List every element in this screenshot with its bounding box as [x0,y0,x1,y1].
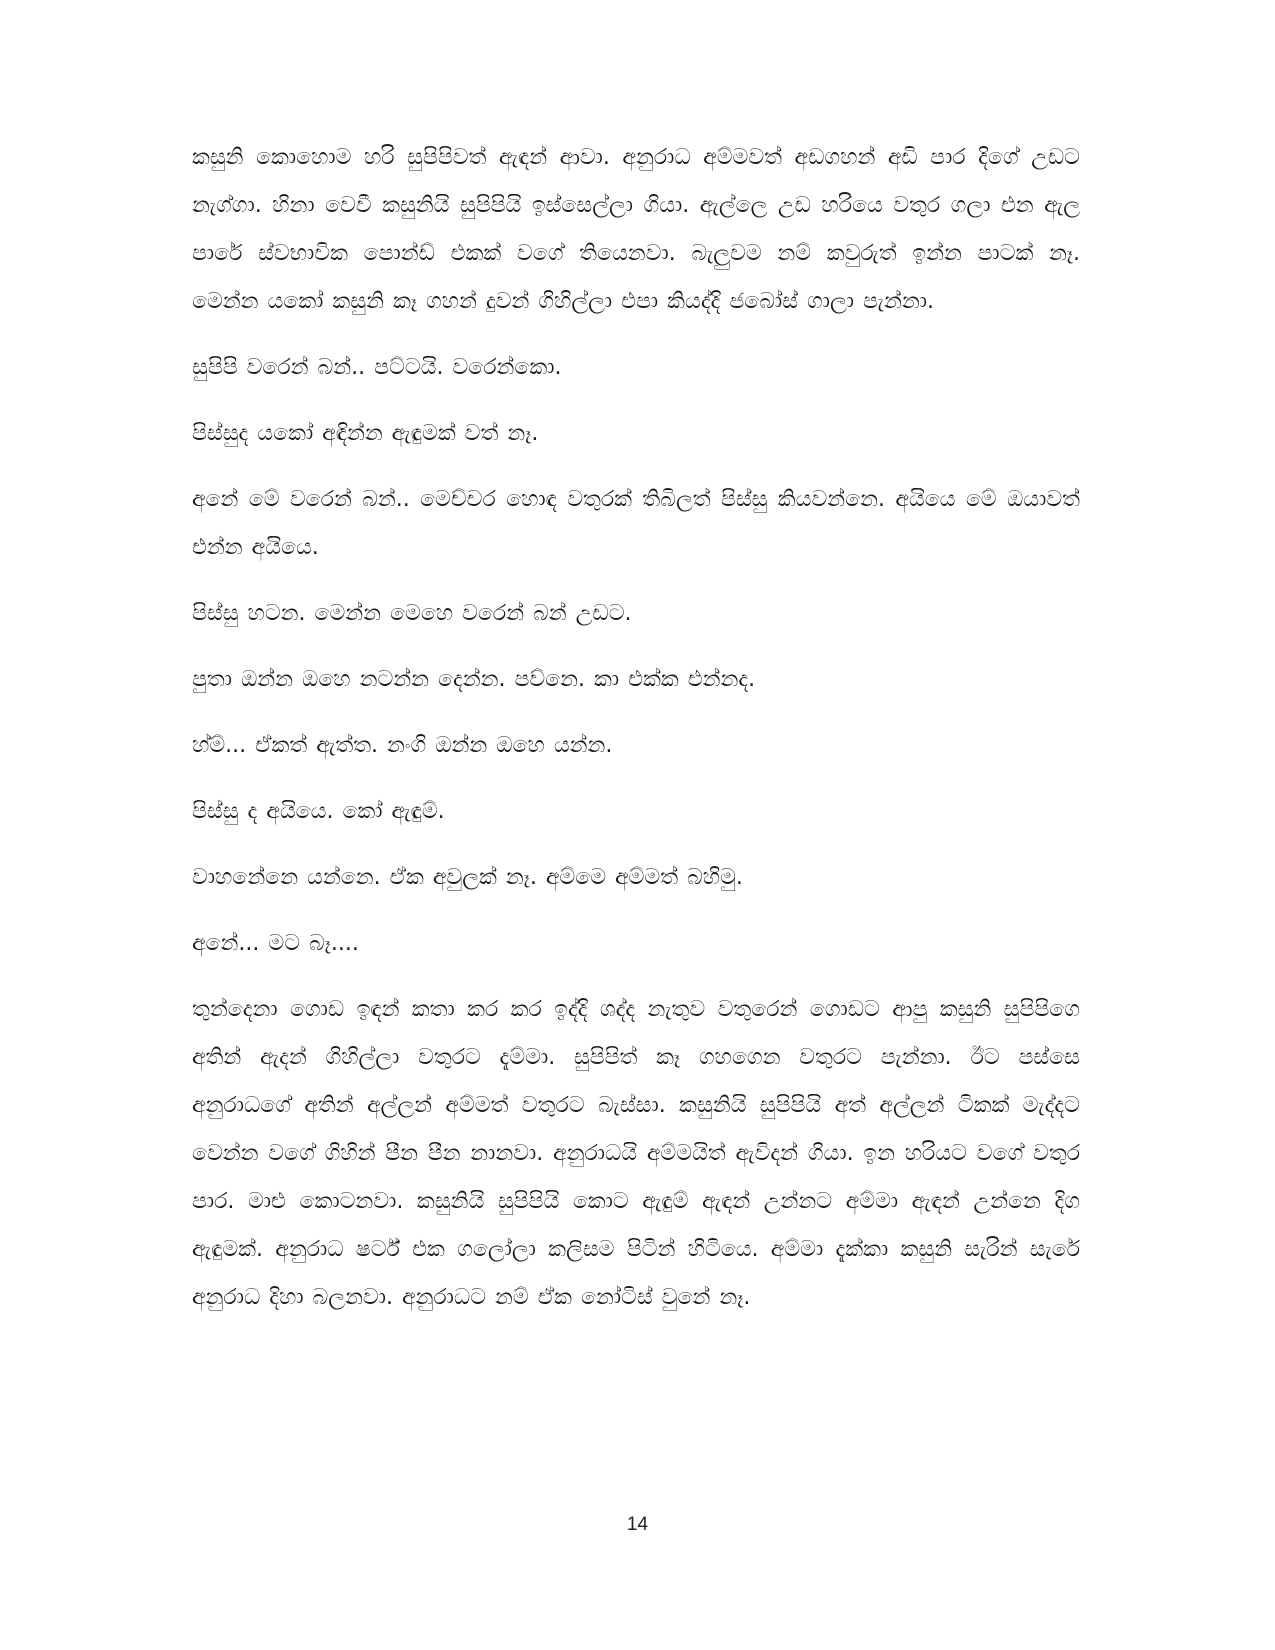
paragraph-7: හ්ම්... ඒකත් ඇත්ත. නංගි ඔන්න ඔහෙ යන්න. [192,733,613,758]
paragraph-8: පිස්සු ද අයියෙ. කෝ ඇඳුම්. [192,799,445,824]
paragraph-5: පිස්සු හටන. මෙන්න මෙහෙ වරෙන් බන් උඩට. [192,601,632,626]
page-number: 14 [626,1514,649,1535]
body-text [192,134,1080,1340]
paragraph-10: අනේ... මට බෑ.... [192,931,359,956]
paragraph-2: සුපිපි වරෙන් බන්.. පට්ටයි. වරෙන්කො. [192,355,562,380]
paragraph-11: තුන්දෙනා ගොඩ ඉඳන් කතා කර කර ඉද්දි ශද්ද නැතුව වතුරෙන් ගොඩට ආපු කසුනි සුපිපිගෙ අතින් ඇදන් ගිහිල්ලා වතුරට දැම්මා. සුපිපිත් කෑ ගහගෙන වතුරට පැන්නා. ඊට පස්සෙ අනුරාධගේ අතින් අල්ලන් අම්මත් වතුරට බැස්සා. කසුනියි සුපිපියි අත් අල්ලන් ටිකක් මැද්දට වෙන්න වගේ ගිහින් පීන පීන නානවා. අනුරාධයි අම්මයිත් ඇවිදන් ගියා. ඉන හරියට වගේ වතුර පාර. මාළු කොටනවා. කසුනියි සුපිපියි කොට ඇඳුම් ඇඳන් උන්නට අම්මා ඇඳන් උන්නෙ දිග ඇඳුමක්. අනුරාධ ෂර්ට් එක ගලෝලා කලිසම පිටින් හිටියෙ. අම්මා දැක්කා කසුනි සැරින් සැරේ අනුරාධ දිහා බලනවා. අනුරාධට නම් ඒක නෝටිස් වුනේ නෑ. [192,997,1080,1310]
paragraph-3: පිස්සුද යකෝ අඳින්න ඇඳුමක් වත් නෑ. [192,421,539,446]
paragraph-6: පුතා ඔන්න ඔහෙ නටන්න දෙන්න. පව්නෙ. කා එක්ක එන්නද. [192,667,756,692]
paragraph-1: කසුනි කොහොම හරි සුපිපිවත් ඇඳන් ආවා. අනුරාධ අම්මවත් අඩගහන් අඩි පාර දිගේ උඩට නැග්ගා. හිනා වෙවී කසුනියි සුපිපියි ඉස්සෙල්ලා ගියා. ඇල්ලෙ උඩ හරියෙ වතුර ගලා එන ඇල පාරේ ස්වභාවික පොන්ඩ් එකක් වගේ තියෙනවා. බැලුවම නම් කවුරුත් ඉන්න පාටක් නෑ. මෙන්න යකෝ කසුනි කෑ ගහන් දුවන් ගිහිල්ලා එපා කියද්දි ජබෝස් ගාලා පැන්නා. [192,145,1080,314]
paragraph-9: වාහනේනෙ යන්නෙ. ඒක අවුලක් නෑ. අම්මෙ අම්මත් බහිමු. [192,865,743,890]
paragraph-4: අනේ මේ වරෙන් බන්.. මෙච්චර හොඳ වතුරක් තිබිලත් පිස්සු කියවන්නෙ. අයියෙ මේ ඔයාවත් එන්න අයියෙ. [192,487,1080,560]
